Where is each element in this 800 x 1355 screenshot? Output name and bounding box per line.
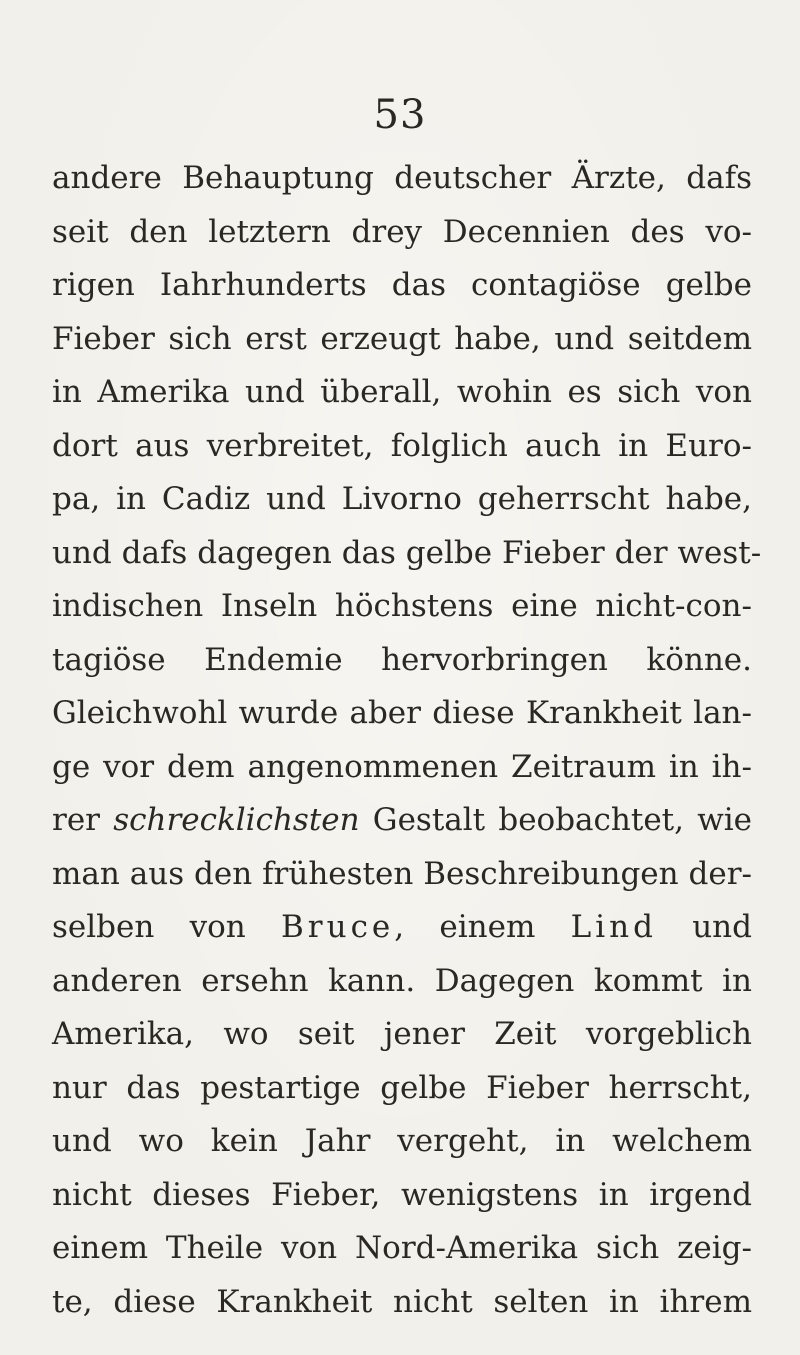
line-prefix: selben von [52,909,281,945]
text-line: ge vor dem angenommenen Zeitraum in ih- [52,748,752,785]
text-line-with-italic [52,794,752,848]
line-suffix: Gestalt beobachtet, wie [359,802,752,838]
body-text [52,152,762,1329]
text-line: nicht dieses Fieber, wenigstens in irgend [52,1176,752,1213]
text-line: rigen Iahrhunderts das contagiöse gelbe [52,267,752,303]
text-line: pa, in Cadiz und Livorno geherrscht habe, [52,481,752,517]
text-line: seit den letztern drey Decennien des vo- [52,213,752,250]
author-name-bruce: Bruce [281,909,395,945]
text-line: und dafs dagegen das gelbe Fieber der west- [52,534,762,571]
author-name-lind: Lind [570,909,657,945]
text-line: andere Behauptung deutscher Ärzte, dafs [52,160,752,196]
italic-emphasis: schrecklichsten [113,802,360,838]
text-line: dort aus verbreitet, folglich auch in Euro- [52,427,752,464]
text-line-with-names [52,901,752,955]
text-line: nur das pestartige gelbe Fieber herrscht, [52,1069,752,1106]
text-line: man aus den frühesten Beschreibungen der- [52,855,752,892]
text-line: in Amerika und überall, wohin es sich von [52,374,752,410]
text-line: und wo kein Jahr vergeht, in welchem [52,1123,752,1159]
text-line: te, diese Krankheit nicht selten in ihrem [52,1283,752,1320]
text-line: Fieber sich erst erzeugt habe, und seitdem [52,320,752,357]
line-prefix: rer [52,802,114,838]
text-line: anderen ersehn kann. Dagegen kommt in [52,962,752,999]
text-line: einem Theile von Nord-Amerika sich zeig- [52,1230,752,1266]
text-line: Gleichwohl wurde aber diese Krankheit lan- [52,695,752,731]
text-line: indischen Inseln höchstens eine nicht-con- [52,588,752,624]
line-middle: , einem [394,909,571,945]
line-suffix: und [656,909,752,945]
page-number: 53 [373,92,427,138]
text-line: tagiöse Endemie hervorbringen könne. [52,641,752,678]
text-line: Amerika, wo seit jener Zeit vorgeblich [52,1016,752,1052]
